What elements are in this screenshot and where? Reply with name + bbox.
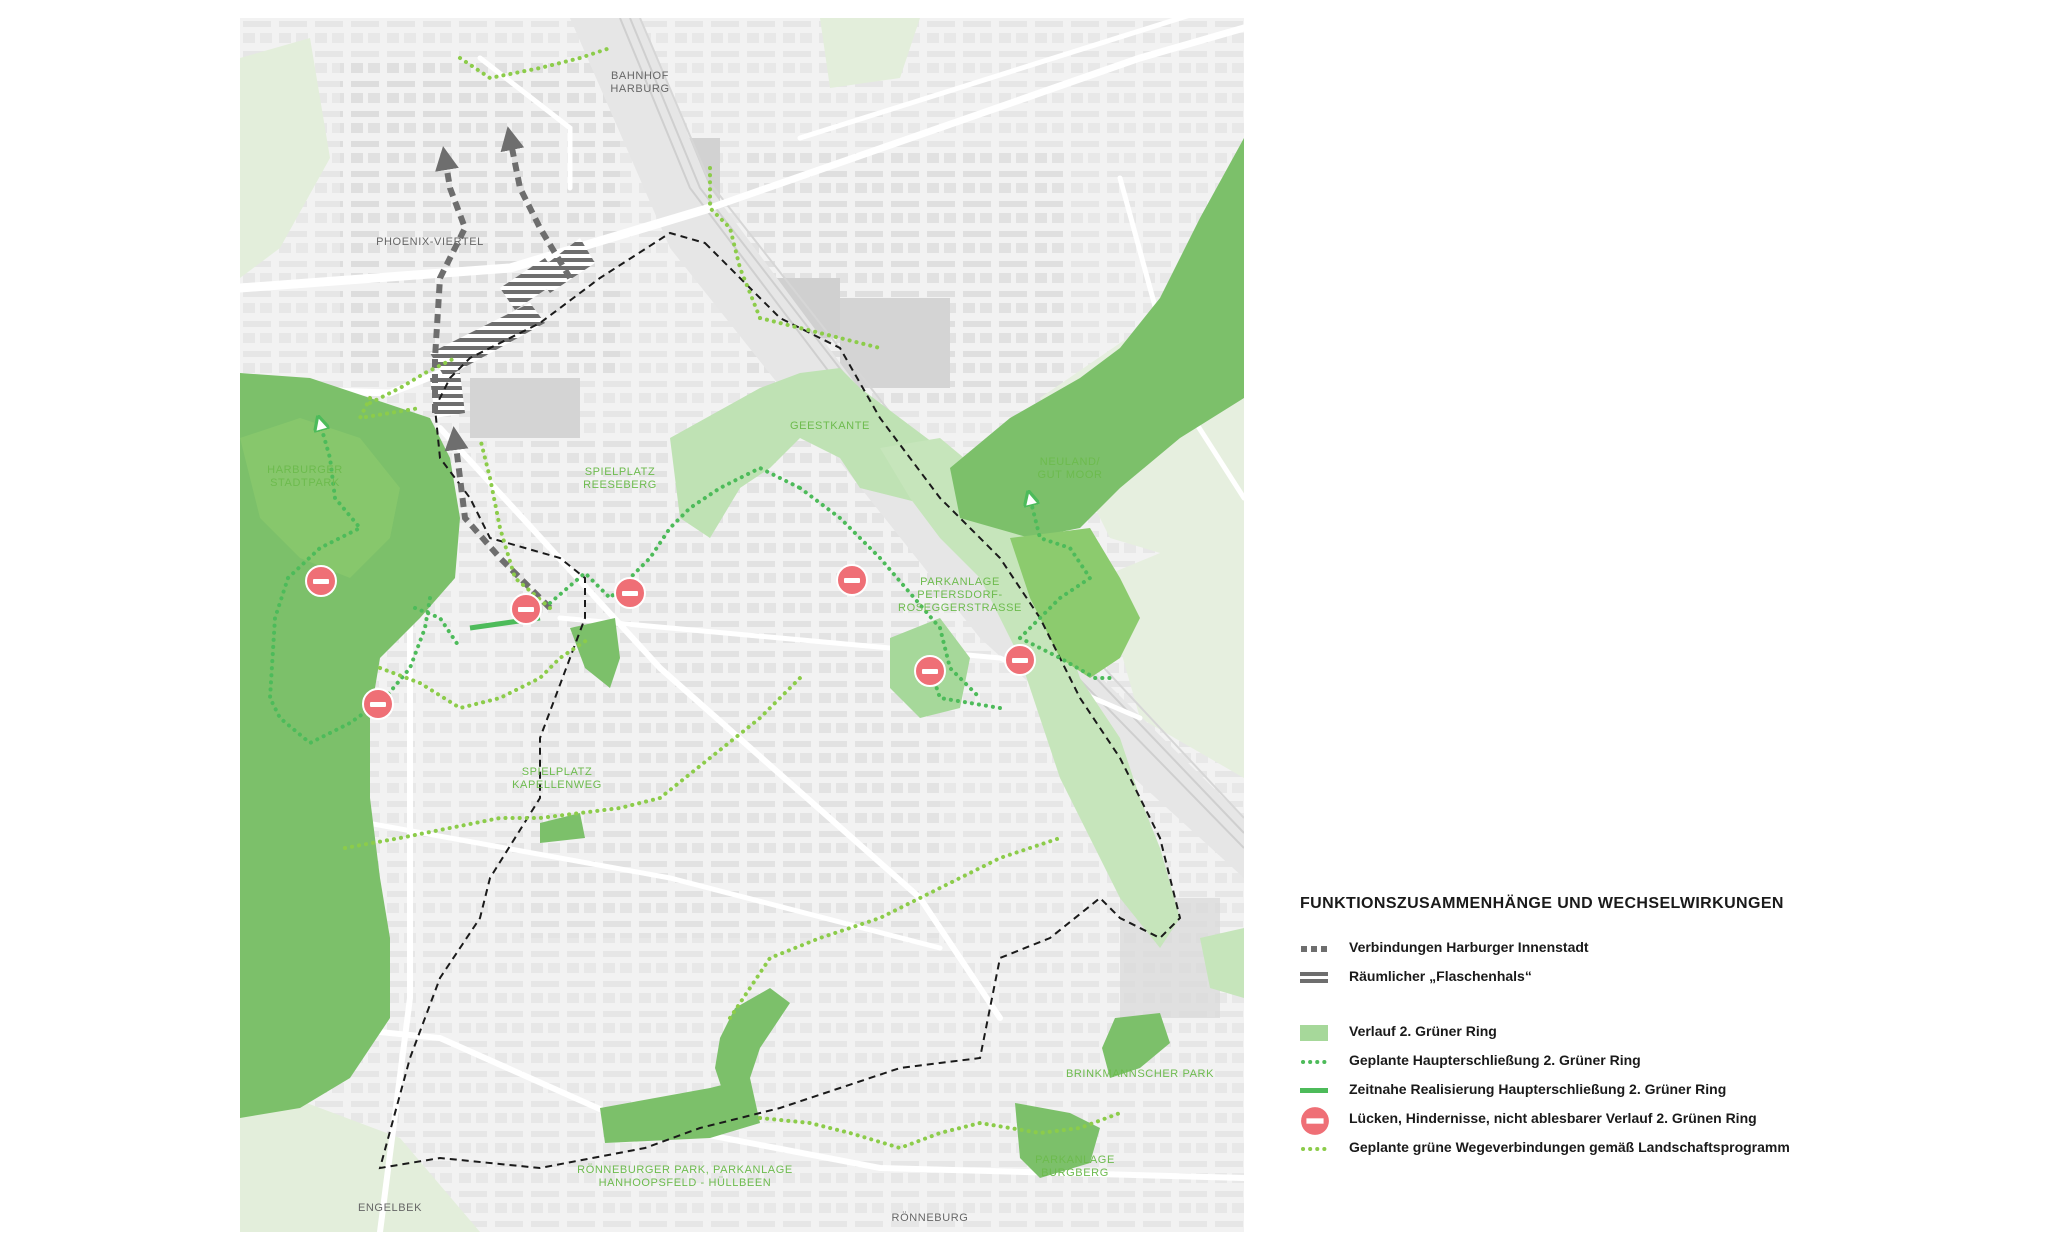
label-parkanlage-petersdorf: PARKANLAGE PETERSDORF- ROSEGGERSTRASSE [898,576,1022,614]
obstacle-marker[interactable] [510,593,542,625]
label-brinkmannscher-park: BRINKMANNSCHER PARK [1065,1068,1215,1080]
legend-item-planned-main [1300,1048,2000,1077]
legend-item-landscape-programme [1300,1135,2000,1164]
legend-item-obstacles [1300,1106,2000,1135]
legend-label: Zeitnahe Realisierung Haupterschließung 2. Grüner Ring [1349,1081,1727,1097]
lightgreen-dotted-line-icon [1300,1139,1328,1159]
legend-label: Verlauf 2. Grüner Ring [1349,1023,1497,1039]
label-phoenix-viertel: PHOENIX-VIERTEL [376,236,484,248]
obstacle-marker[interactable] [614,577,646,609]
grey-dashed-line-icon [1300,939,1328,959]
legend-label: Lücken, Hindernisse, nicht ablesbarer Verlauf 2. Grünen Ring [1349,1110,1757,1126]
label-harburger-stadtpark: HARBURGER STADTPARK [267,464,343,489]
green-area-swatch-icon [1300,1023,1328,1043]
label-spielplatz-reeseberg: SPIELPLATZ REESEBERG [583,466,657,491]
label-neuland-gut-moor: NEULAND/ GUT MOOR [1037,456,1103,481]
label-geestkante: GEESTKANTE [790,420,870,432]
green-solid-line-icon [1300,1081,1328,1101]
label-roenneburger-park: RÖNNEBURGER PARK, PARKANLAGE HANHOOPSFELD - HÜLLBEEN [577,1164,793,1189]
label-spielplatz-kapellenweg: SPIELPLATZ KAPELLENWEG [512,766,602,791]
label-engelbek: ENGELBEK [357,1202,423,1214]
legend-item-green-ring [1300,1019,2000,1048]
legend-label: Geplante Haupterschließung 2. Grüner Ring [1349,1052,1641,1068]
map[interactable] [240,18,1244,1232]
obstacle-marker[interactable] [914,655,946,687]
legend-label: Geplante grüne Wegeverbindungen gemäß Landschaftsprogramm [1349,1139,1790,1155]
legend-title: FUNKTIONSZUSAMMENHÄNGE UND WECHSELWIRKUNGEN [1300,895,1784,912]
legend-label: Verbindungen Harburger Innenstadt [1349,939,1589,955]
obstacle-marker[interactable] [1004,644,1036,676]
grey-double-line-icon [1300,968,1328,988]
label-parkanlage-burgberg: PARKANLAGE BURGBERG [1035,1154,1115,1179]
legend-item-flaschenhals [1300,964,2000,993]
obstacle-marker[interactable] [305,565,337,597]
legend-item-near-term [1300,1077,2000,1106]
label-bahnhof-harburg: BAHNHOF HARBURG [610,70,670,95]
legend-label: Räumlicher „Flaschenhals“ [1349,968,1532,984]
map-canvas [240,18,1244,1232]
obstacle-marker[interactable] [836,564,868,596]
obstacle-marker[interactable] [362,688,394,720]
no-entry-icon [1300,1106,1330,1136]
legend-item-city-connections [1300,935,2000,964]
label-roenneburg: RÖNNEBURG [891,1212,969,1224]
green-dotted-line-icon [1300,1052,1328,1072]
legend [1300,895,2000,1164]
